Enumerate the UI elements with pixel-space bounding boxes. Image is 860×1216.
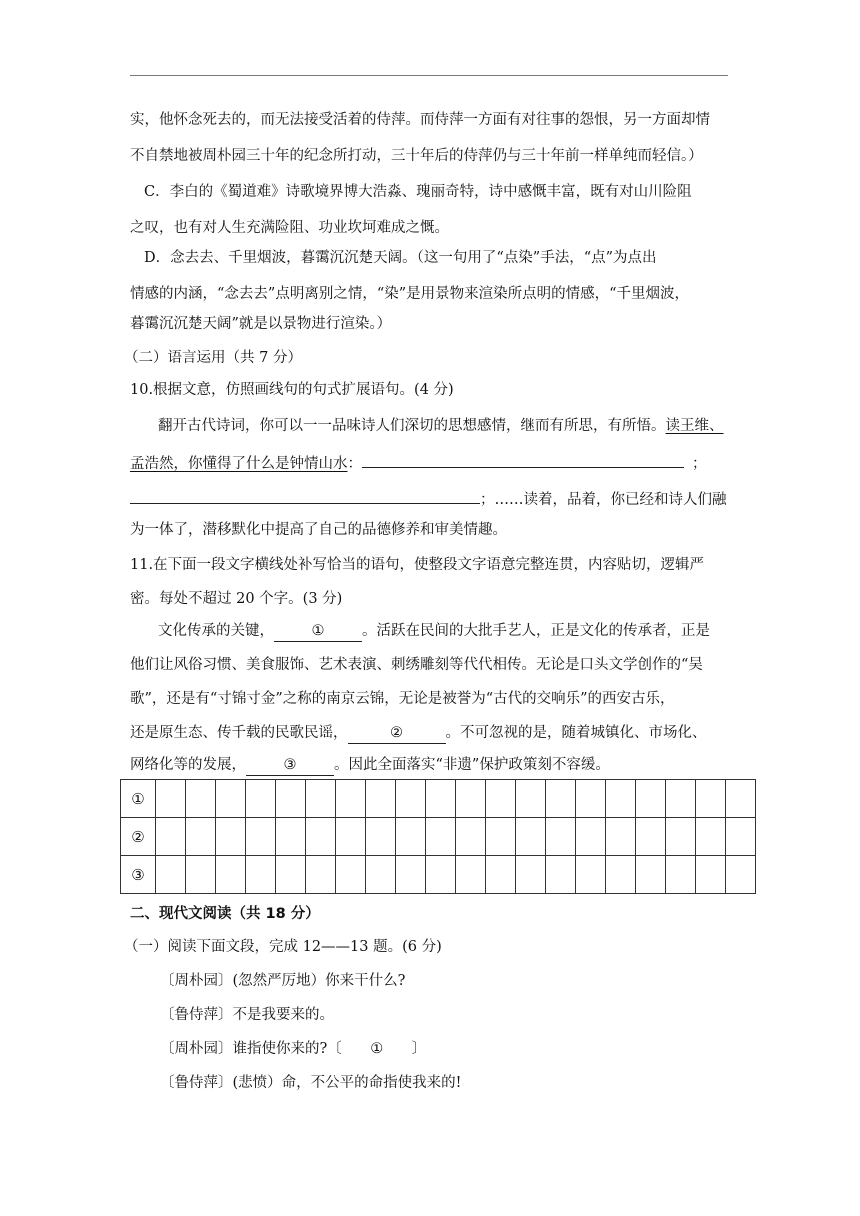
grid-cell[interactable] — [726, 856, 756, 894]
grid-cell[interactable] — [276, 780, 306, 818]
subsection-1-title: （一）阅读下面文段，完成 12——13 题。(6 分) — [124, 939, 442, 955]
passage-text: 。不可忽视的是，随着城镇化、市场化、 — [445, 725, 707, 741]
grid-cell[interactable] — [276, 818, 306, 856]
grid-cell[interactable] — [696, 856, 726, 894]
question-11-passage-line3: 歌”，还是有“寸锦寸金”之称的南京云锦，无论是被誉为“古代的交响乐”的西安古乐， — [130, 691, 675, 707]
grid-cell[interactable] — [516, 780, 546, 818]
grid-cell[interactable] — [666, 780, 696, 818]
grid-cell[interactable] — [576, 818, 606, 856]
grid-cell[interactable] — [396, 818, 426, 856]
grid-row-label: ② — [121, 818, 156, 856]
grid-cell[interactable] — [276, 856, 306, 894]
passage-text: 网络化等的发展， — [130, 757, 246, 773]
grid-cell[interactable] — [306, 818, 336, 856]
question-11-passage-line5 — [130, 755, 610, 776]
question-11-passage-line4 — [130, 723, 707, 744]
grid-cell[interactable] — [246, 818, 276, 856]
grid-cell[interactable] — [426, 856, 456, 894]
passage-text: 文化传承的关键， — [158, 623, 274, 639]
grid-cell[interactable] — [486, 856, 516, 894]
grid-cell[interactable] — [546, 818, 576, 856]
grid-cell[interactable] — [606, 780, 636, 818]
answer-blank-2[interactable] — [130, 487, 480, 504]
grid-cell[interactable] — [456, 780, 486, 818]
answer-grid-row — [121, 818, 756, 856]
question-11-passage-line1 — [158, 621, 710, 642]
grid-cell[interactable] — [516, 818, 546, 856]
question-10-colon: ： — [347, 456, 362, 472]
question-10-continuation: ……读着，品着，你已经和诗人们融 — [494, 492, 727, 508]
grid-cell[interactable] — [456, 818, 486, 856]
dialogue-line-3 — [160, 1039, 426, 1059]
underlined-model-sentence-part1: 读王维、 — [665, 418, 724, 434]
question-10-semicolon-1: ； — [692, 456, 707, 472]
question-11-stem-line1: 11.在下面一段文字横线处补写恰当的语句，使整段文字语意完整连贯，内容贴切，逻辑严 — [130, 557, 705, 573]
passage-text: 。因此全面落实“非遗”保护政策刻不容缓。 — [334, 757, 610, 773]
grid-cell[interactable] — [186, 818, 216, 856]
passage-text: 。活跃在民间的大批手艺人，正是文化的传承者，正是 — [362, 623, 710, 639]
fill-blank-1[interactable]: ① — [274, 621, 362, 642]
grid-cell[interactable] — [306, 780, 336, 818]
grid-cell[interactable] — [336, 856, 366, 894]
option-b-continuation-line1: 实，他怀念死去的，而无法接受活着的侍萍。而侍萍一方面有对往事的怨恨，另一方面却情 — [130, 112, 710, 128]
grid-row-label: ① — [121, 780, 156, 818]
answer-grid — [120, 779, 756, 894]
grid-cell[interactable] — [576, 856, 606, 894]
passage-text: 还是原生态、传千载的民歌民谣， — [130, 725, 348, 741]
grid-cell[interactable] — [186, 780, 216, 818]
grid-cell[interactable] — [336, 780, 366, 818]
dialogue-text: 〕 — [411, 1041, 427, 1057]
grid-cell[interactable] — [156, 780, 186, 818]
question-10-paragraph-line4: 为一体了，潜移默化中提高了自己的品德修养和审美情趣。 — [130, 522, 507, 538]
grid-cell[interactable] — [576, 780, 606, 818]
answer-blank-1[interactable] — [362, 451, 684, 468]
option-b-continuation-line2: 不自禁地被周朴园三十年的纪念所打动，三十年后的侍萍仍与三十年前一样单纯而轻信。） — [130, 148, 703, 164]
grid-cell[interactable] — [636, 780, 666, 818]
option-d-line1: D．念去去、千里烟波，暮霭沉沉楚天阔。（这一句用了“点染”手法，“点”为点出 — [144, 250, 657, 266]
question-10-paragraph-line2 — [130, 451, 707, 474]
grid-cell[interactable] — [156, 818, 186, 856]
underlined-model-sentence-part2: 孟浩然，你懂得了什么是钟情山水 — [130, 456, 348, 472]
question-10-paragraph-line1 — [158, 416, 724, 436]
dialogue-line-2: 〔鲁侍萍〕不是我要来的。 — [160, 1007, 334, 1023]
section-language-use-title: （二）语言运用（共 7 分） — [124, 350, 302, 366]
grid-cell[interactable] — [696, 818, 726, 856]
grid-cell[interactable] — [486, 818, 516, 856]
grid-cell[interactable] — [366, 780, 396, 818]
dialogue-text: 〔周朴园〕谁指使你来的?〔 — [160, 1041, 342, 1057]
grid-cell[interactable] — [216, 818, 246, 856]
option-d-line3: 暮霭沉沉楚天阔”就是以景物进行渲染。） — [130, 316, 392, 332]
grid-cell[interactable] — [726, 818, 756, 856]
grid-cell[interactable] — [426, 818, 456, 856]
grid-cell[interactable] — [456, 856, 486, 894]
grid-cell[interactable] — [396, 780, 426, 818]
grid-cell[interactable] — [156, 856, 186, 894]
grid-cell[interactable] — [516, 856, 546, 894]
grid-cell[interactable] — [606, 856, 636, 894]
fill-blank-3[interactable]: ③ — [246, 755, 334, 776]
answer-grid-row — [121, 780, 756, 818]
grid-cell[interactable] — [486, 780, 516, 818]
dialogue-line-4: 〔鲁侍萍〕(悲愤）命，不公平的命指使我来的! — [160, 1075, 462, 1091]
section-modern-reading-title: 二、现代文阅读（共 18 分） — [130, 906, 320, 922]
grid-cell[interactable] — [666, 856, 696, 894]
grid-cell[interactable] — [216, 856, 246, 894]
question-10-intro: 翻开古代诗词，你可以一一品味诗人们深切的思想感情，继而有所思，有所悟。 — [158, 418, 666, 434]
question-10-stem: 10.根据文意，仿照画线句的句式扩展语句。(4 分) — [130, 382, 454, 398]
grid-cell[interactable] — [366, 856, 396, 894]
grid-cell[interactable] — [546, 856, 576, 894]
grid-cell[interactable] — [336, 818, 366, 856]
grid-cell[interactable] — [246, 780, 276, 818]
fill-blank-2[interactable]: ② — [348, 723, 446, 744]
question-11-passage-line2: 他们让风俗习惯、美食服饰、艺术表演、刺绣雕刻等代代相传。无论是口头文学创作的“吴 — [130, 657, 703, 673]
grid-cell[interactable] — [366, 818, 396, 856]
dialogue-blank-1[interactable]: ① — [370, 1041, 384, 1057]
grid-cell[interactable] — [246, 856, 276, 894]
grid-cell[interactable] — [726, 780, 756, 818]
question-10-semicolon-2: ； — [480, 492, 495, 508]
option-c-line2: 之叹，也有对人生充满险阻、功业坎坷难成之慨。 — [130, 220, 449, 236]
question-11-stem-line2: 密。每处不超过 20 个字。(3 分) — [130, 591, 343, 607]
grid-cell[interactable] — [426, 780, 456, 818]
grid-cell[interactable] — [216, 780, 246, 818]
grid-cell[interactable] — [546, 780, 576, 818]
answer-grid-row — [121, 856, 756, 894]
question-10-paragraph-line3 — [130, 487, 727, 510]
header-rule — [130, 75, 728, 76]
grid-row-label: ③ — [121, 856, 156, 894]
grid-cell[interactable] — [396, 856, 426, 894]
grid-cell[interactable] — [666, 818, 696, 856]
option-c-line1: C．李白的《蜀道难》诗歌境界博大浩淼、瑰丽奇特，诗中感慨丰富，既有对山川险阻 — [144, 184, 692, 200]
option-d-line2: 情感的内涵，“念去去”点明离别之情，“染”是用景物来渲染所点明的情感，“千里烟波， — [130, 286, 690, 302]
grid-cell[interactable] — [636, 856, 666, 894]
grid-cell[interactable] — [636, 818, 666, 856]
grid-cell[interactable] — [696, 780, 726, 818]
grid-cell[interactable] — [306, 856, 336, 894]
grid-cell[interactable] — [186, 856, 216, 894]
dialogue-line-1: 〔周朴园〕(忽然严厉地）你来干什么? — [160, 973, 406, 989]
grid-cell[interactable] — [606, 818, 636, 856]
